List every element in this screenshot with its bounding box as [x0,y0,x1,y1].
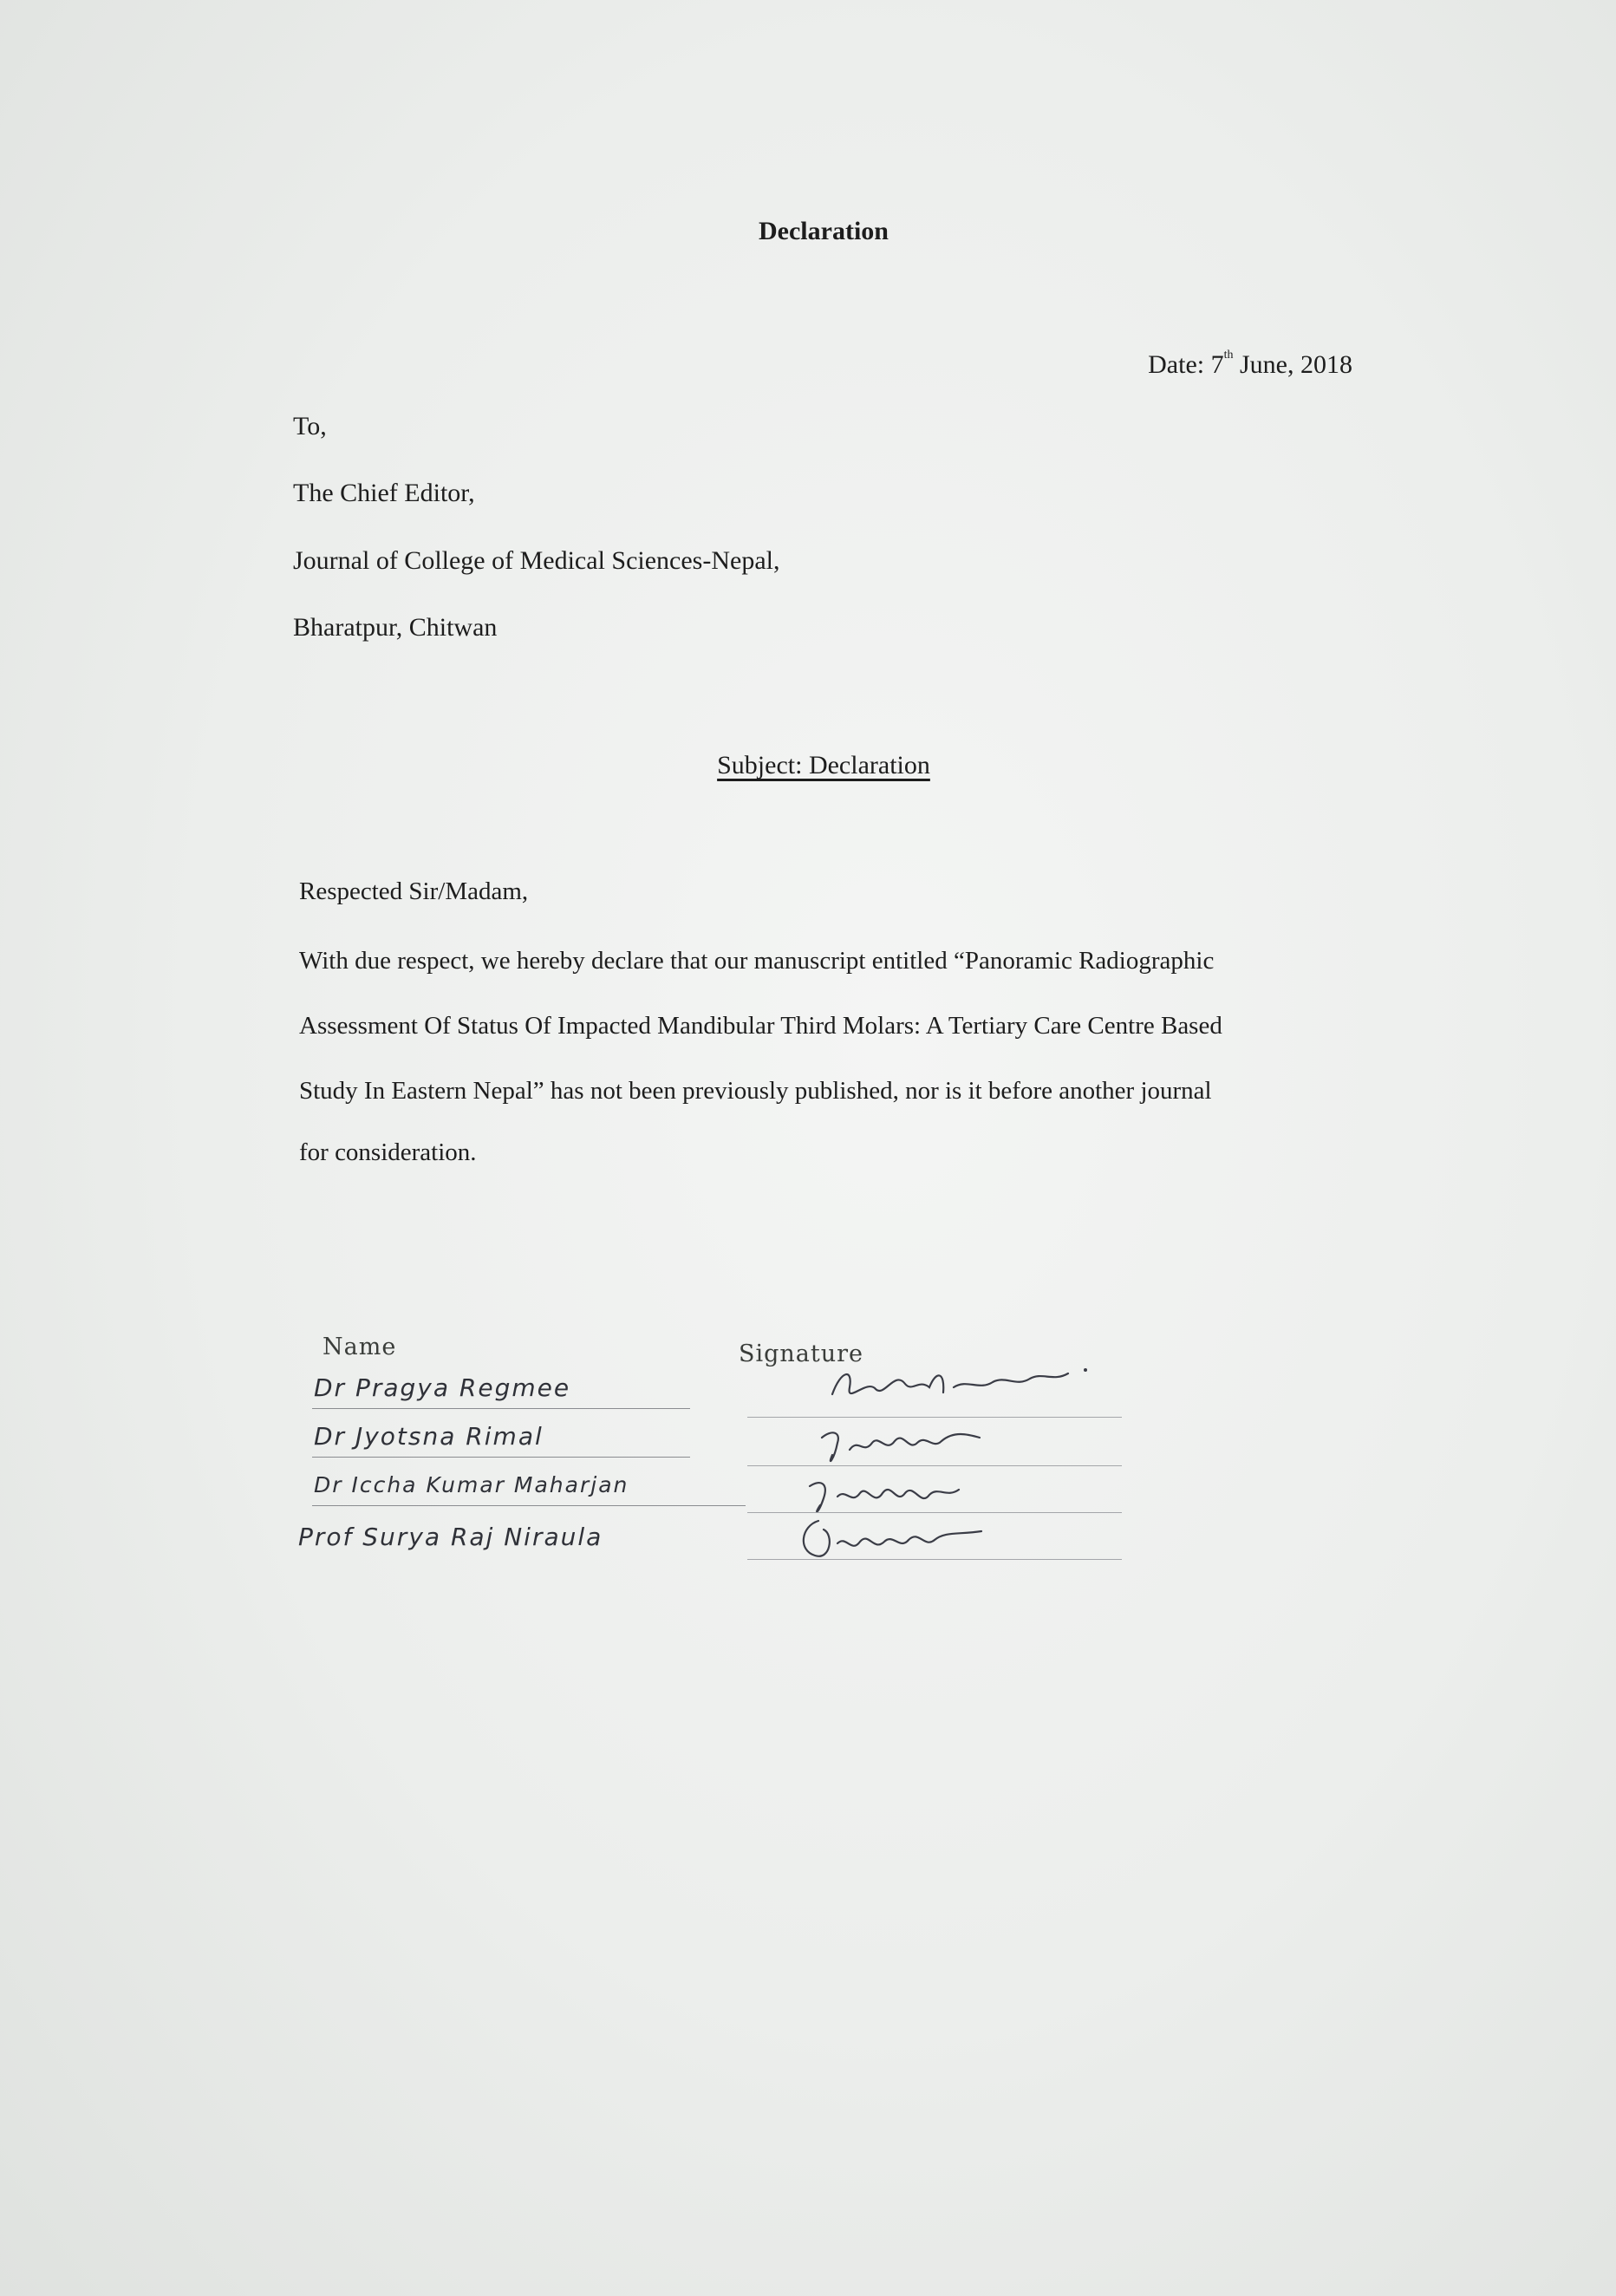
body-line: for consideration. [299,1138,477,1166]
address-location: Bharatpur, Chitwan [293,613,498,642]
signatory-name-handwritten: Dr Jyotsna Rimal [314,1422,544,1451]
name-underline [312,1505,746,1506]
signatory-name-handwritten: Dr Iccha Kumar Maharjan [314,1472,629,1497]
signatory-name-handwritten: Prof Surya Raj Niraula [298,1523,603,1551]
signatory-name-handwritten: Dr Pragya Regmee [314,1373,571,1402]
address-recipient: The Chief Editor, [293,479,475,507]
signature-image [815,1353,1101,1413]
body-line: With due respect, we hereby declare that our manuscript entitled “Panoramic Radiographic [299,947,1215,975]
body-line: Assessment Of Status Of Impacted Mandibular Third Molars: A Tertiary Care Centre Based [299,1012,1222,1040]
date-suffix: June, 2018 [1233,350,1352,379]
body-line: Study In Eastern Nepal” has not been previously published, nor is it before another journal [299,1077,1212,1105]
page-title: Declaration [759,217,889,245]
address-to: To, [293,412,327,440]
name-underline [312,1408,690,1409]
letter-date [1148,350,1352,380]
signature-image [789,1509,1006,1578]
signature-line [747,1559,1122,1560]
salutation: Respected Sir/Madam, [299,877,529,905]
name-underline [312,1557,746,1558]
signature-column-header: Signature [739,1340,864,1367]
date-superscript: th [1223,349,1234,362]
name-underline [312,1457,690,1458]
name-column-header: Name [323,1334,397,1360]
subject-line: Subject: Declaration [717,751,930,779]
address-journal: Journal of College of Medical Sciences-Nepal, [293,546,780,575]
date-prefix: Date: 7 [1148,350,1224,379]
